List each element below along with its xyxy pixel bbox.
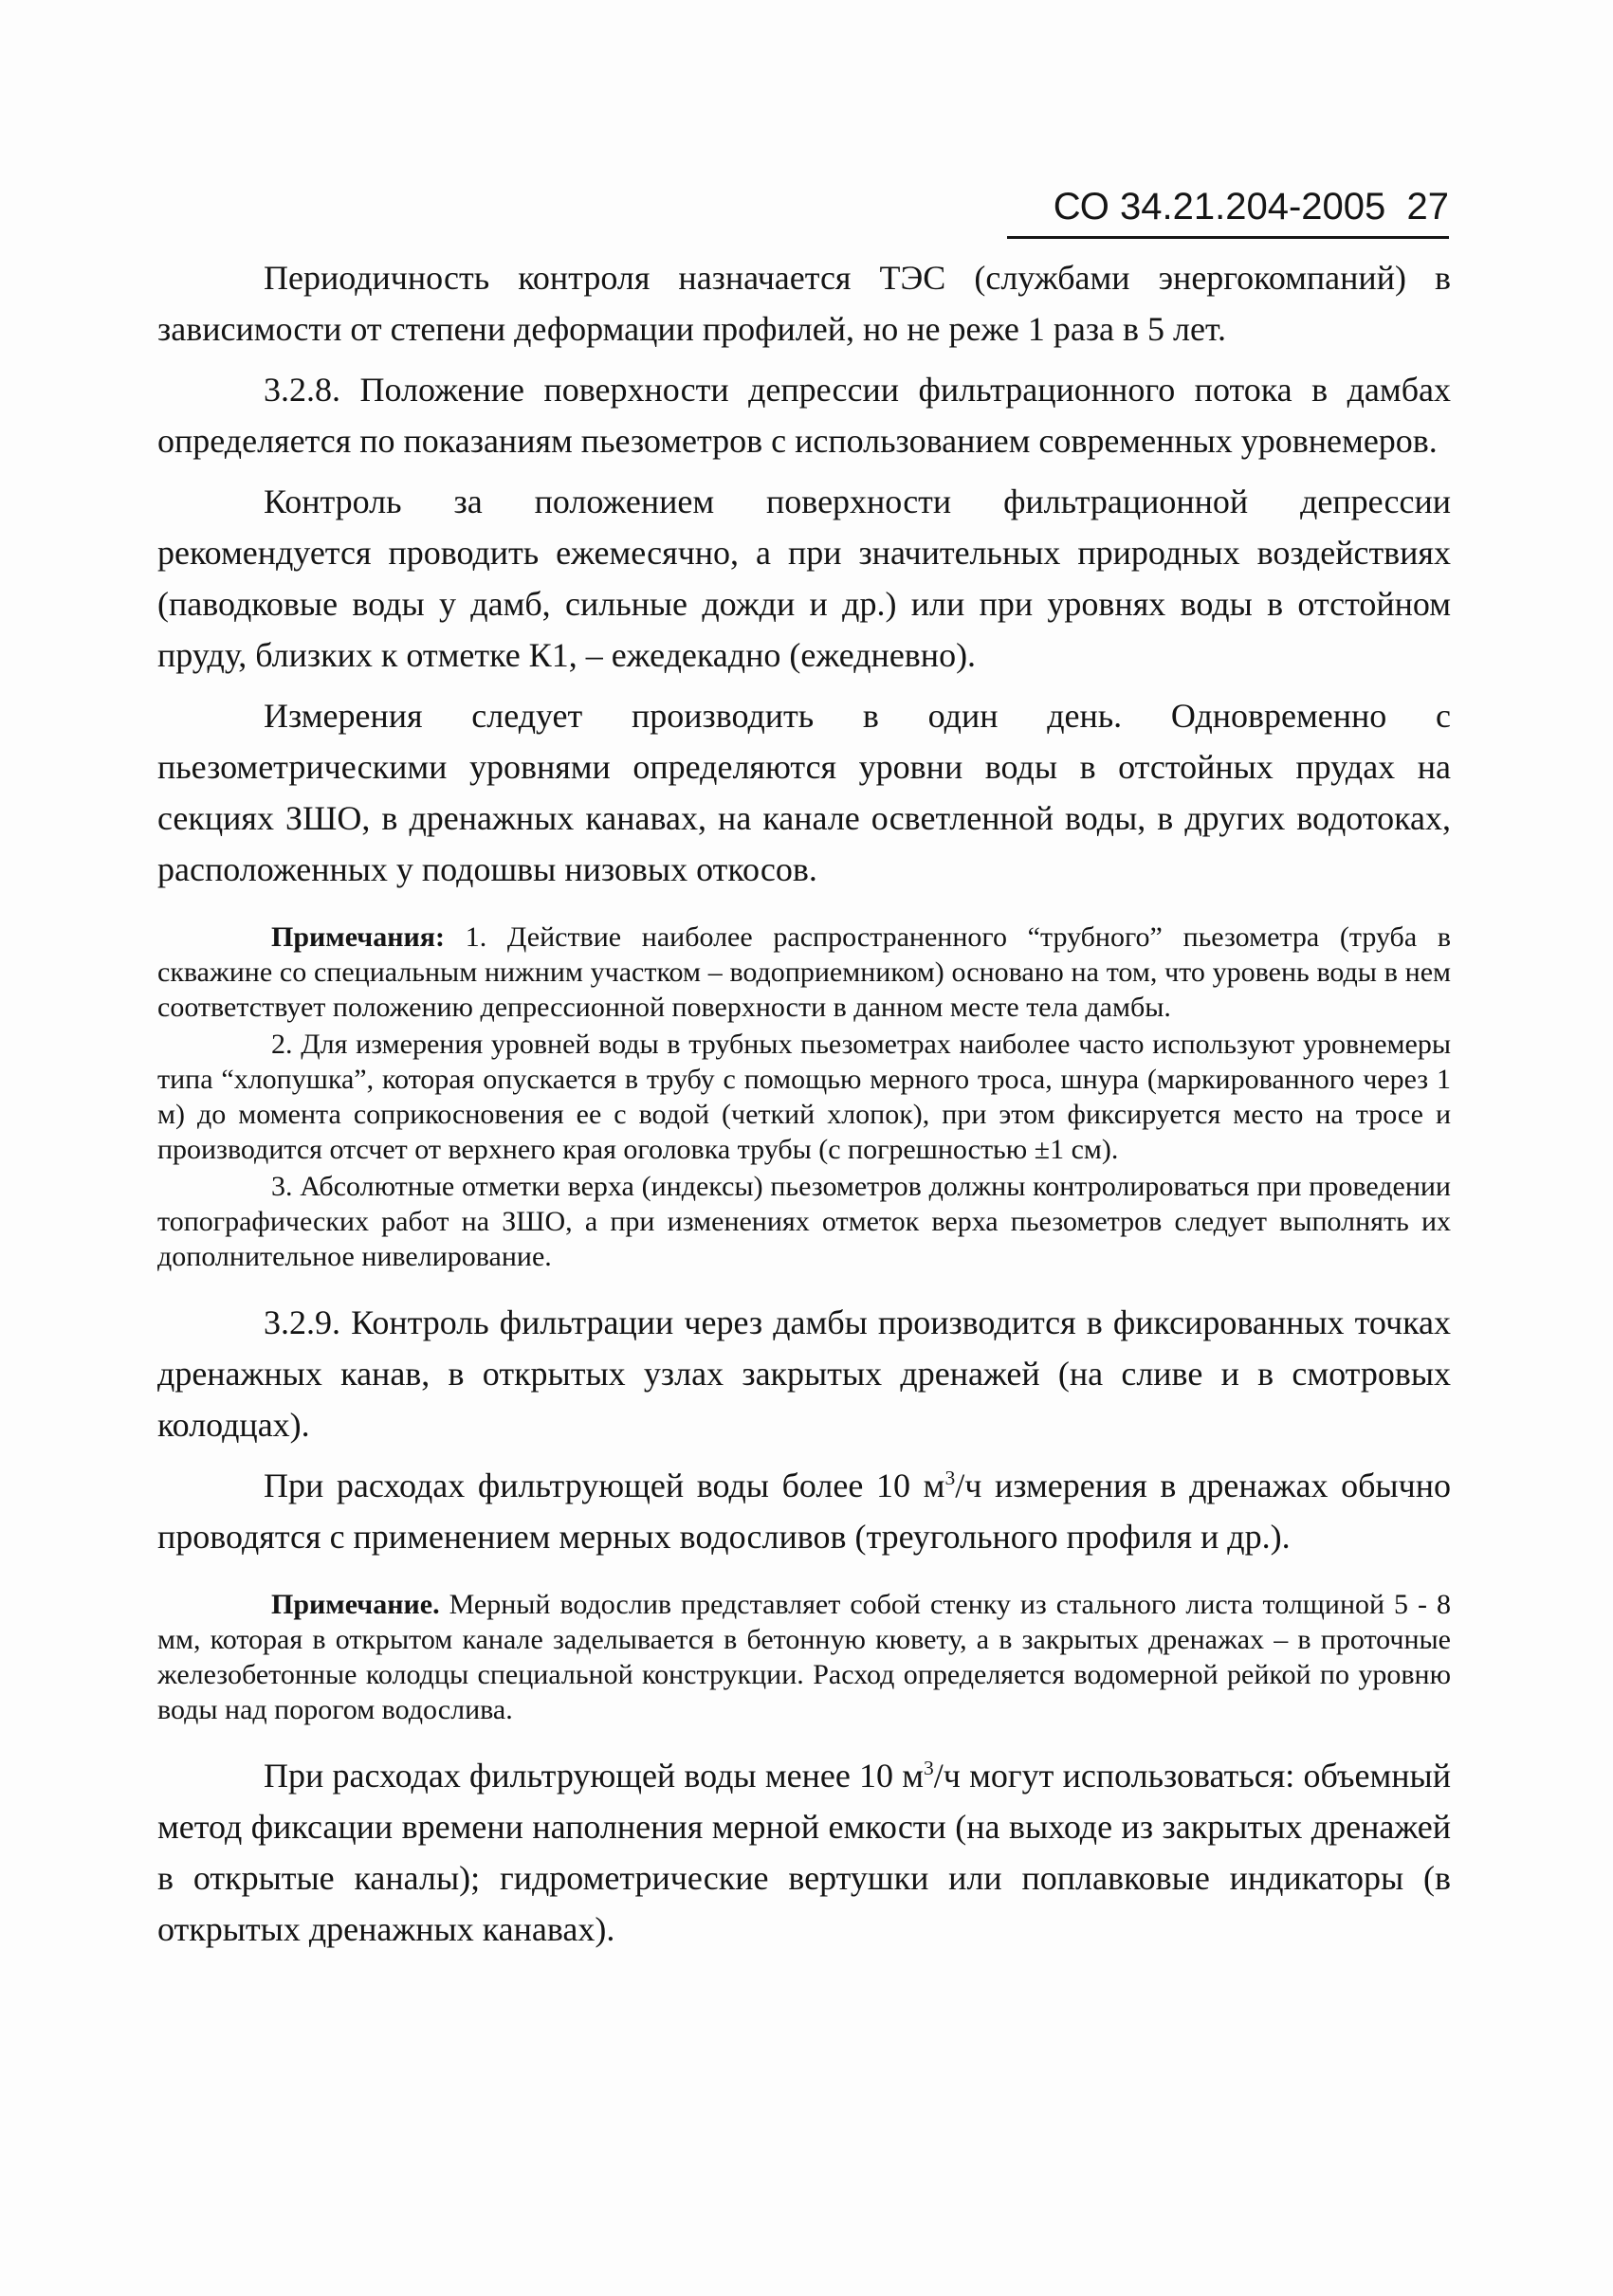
paragraph: Измерения следует производить в один день. Одновременно с пьезометрическими уровнями определяются уровни воды в отстойных прудах на секциях ЗШО, в дренажных канавах, на канале осветленной воды, в других водотоках, расположенных у подошвы низовых откосов. (157, 697, 1451, 888)
note-1 (157, 920, 1451, 1025)
notes-label: Примечания: (271, 921, 446, 953)
paragraph-text: При расходах фильтрующей воды более 10 м (264, 1467, 945, 1504)
note (157, 1587, 1451, 1727)
header-rule (1007, 236, 1449, 239)
superscript: 3 (924, 1757, 934, 1779)
paragraph-3-2-8: 3.2.8. Положение поверхности депрессии фильтрационного потока в дамбах определяется по показаниям пьезометров с использованием современных уровнемеров. (157, 371, 1451, 460)
page-header (1024, 186, 1449, 228)
paragraph-text: При расходах фильтрующей воды менее 10 м (264, 1757, 924, 1795)
paragraph (157, 1460, 1451, 1562)
note-1-text: 1. Действие наиболее распространенного “трубного” пьезометра (труба в скважине со специальным нижним участком – водоприемником) основано на том, что уровень воды в нем соответствует положению депрессионной поверхности в данном месте тела дамбы. (157, 921, 1451, 1023)
page-number: 27 (1406, 186, 1449, 228)
superscript: 3 (944, 1467, 956, 1489)
notes-block (157, 920, 1451, 1274)
note-2: 2. Для измерения уровней воды в трубных пьезометрах наиболее часто используют уровнемеры типа “хлопушка”, которая опускается в трубу с помощью мерного троса, шнура (маркированного через 1 м) до момента соприкосновения ее с водой (четкий хлопок), при этом фиксируется место на тросе и производится отсчет от верхнего края оголовка трубы (с погрешностью ±1 см). (157, 1029, 1451, 1165)
paragraph-3-2-9: 3.2.9. Контроль фильтрации через дамбы производится в фиксированных точках дренажных канав, в открытых узлах закрытых дренажей (на сливе и в смотровых колодцах). (157, 1303, 1451, 1444)
paragraph: Периодичность контроля назначается ТЭС (службами энергокомпаний) в зависимости от степени деформации профилей, но не реже 1 раза в 5 лет. (157, 259, 1451, 348)
paragraph-text: /ч измерения в дренажах обычно проводятся с применением мерных водосливов (треугольного профиля и др.). (157, 1467, 1451, 1556)
document-code: СО 34.21.204-2005 (1053, 186, 1386, 228)
note-block (157, 1587, 1451, 1727)
note-3: 3. Абсолютные отметки верха (индексы) пьезометров должны контролироваться при проведении топографических работ на ЗШО, а при изменениях отметок верха пьезометров следует выполнять их дополнительное нивелирование. (157, 1171, 1451, 1272)
document-body (157, 252, 1451, 1964)
paragraph-text: /ч могут использоваться: объемный метод фиксации времени наполнения мерной емкости (на выходе из закрытых дренажей в открытые каналы); гидрометрические вертушки или поплавковые индикаторы (в открытых дренажных канавах). (157, 1757, 1451, 1948)
note-label: Примечание. (271, 1589, 440, 1620)
paragraph: Контроль за положением поверхности фильтрационной депрессии рекомендуется проводить ежемесячно, а при значительных природных воздействиях (паводковые воды у дамб, сильные дожди и др.) или при уровнях воды в отстойном пруду, близких к отметке К1, – ежедекадно (ежедневно). (157, 483, 1451, 674)
note-text: Мерный водослив представляет собой стенку из стального листа толщиной 5 - 8 мм, которая в открытом канале заделывается в бетонную кювету, а в закрытых дренажах – в проточные железобетонные колодцы специальной конструкции. Расход определяется водомерной рейкой по уровню воды над порогом водослива. (157, 1589, 1451, 1725)
paragraph (157, 1750, 1451, 1955)
